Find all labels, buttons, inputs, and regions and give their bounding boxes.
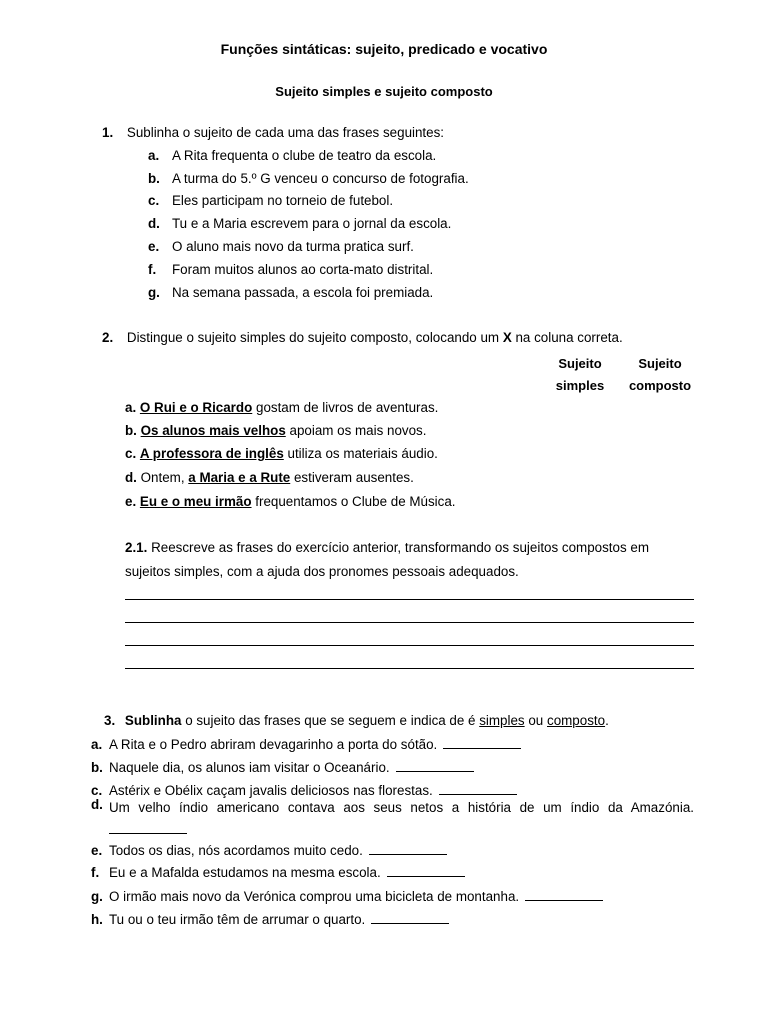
ex3-number: 3. <box>104 713 116 728</box>
item-predicate: gostam de livros de aventuras. <box>256 400 439 415</box>
list-item <box>91 842 447 858</box>
item-subject: a Maria e a Rute <box>188 470 291 485</box>
item-label: g. <box>91 889 103 904</box>
item-predicate: estiveram ausentes. <box>293 470 414 485</box>
item-text: O aluno mais novo da turma pratica surf. <box>172 239 414 254</box>
item-text: Tu ou o teu irmão têm de arrumar o quarto. <box>109 912 366 927</box>
answer-blank[interactable] <box>371 911 449 924</box>
item-label: g. <box>148 285 160 300</box>
answer-blank[interactable] <box>387 864 465 877</box>
item-label: c. <box>148 193 160 208</box>
answer-line[interactable] <box>125 645 694 646</box>
ex2-instruction-mark: X <box>502 330 512 345</box>
item-label: d. <box>148 216 160 231</box>
list-item <box>125 470 414 485</box>
col-header-line: composto <box>628 378 692 393</box>
item-text: A turma do 5.º G venceu o concurso de fotografia. <box>172 171 469 186</box>
answer-blank[interactable] <box>369 842 447 855</box>
list-item <box>148 216 451 231</box>
list-item <box>125 400 438 415</box>
ex1-number: 1. <box>102 125 114 140</box>
list-item <box>91 888 603 904</box>
item-text: O irmão mais novo da Verónica comprou uma bicicleta de montanha. <box>109 889 520 904</box>
item-pre: Ontem, <box>140 470 185 485</box>
list-item <box>148 239 414 254</box>
ex2-1-number: 2.1. <box>125 540 148 555</box>
ex3-instruction-bold: Sublinha <box>124 713 182 728</box>
item-predicate: frequentamos o Clube de Música. <box>255 494 456 509</box>
ex3-instruction-end: . <box>605 713 609 728</box>
list-item <box>148 171 469 186</box>
list-item <box>91 864 465 880</box>
list-item <box>125 423 426 438</box>
ex2-1-line1 <box>125 540 649 555</box>
ex2-instruction-post: na coluna correta. <box>515 330 623 345</box>
ex3-heading <box>104 713 609 728</box>
col-header-line: Sujeito <box>558 356 602 371</box>
ex3-word-simples: simples <box>479 713 525 728</box>
item-label: c. <box>125 446 137 461</box>
item-predicate: utiliza os materiais áudio. <box>287 446 438 461</box>
item-text: Foram muitos alunos ao corta-mato distrital. <box>172 262 434 277</box>
ex1-heading <box>102 125 444 140</box>
list-item <box>91 911 449 927</box>
answer-line[interactable] <box>125 668 694 669</box>
list-item <box>91 759 474 775</box>
page-title: Funções sintáticas: sujeito, predicado e vocativo <box>220 41 548 57</box>
list-item <box>148 148 436 163</box>
list-item <box>148 193 393 208</box>
col-header-line: simples <box>555 378 605 393</box>
item-label: d. <box>91 797 103 812</box>
section-subtitle: Sujeito simples e sujeito composto <box>275 84 493 99</box>
list-item <box>91 797 694 841</box>
item-subject: A professora de inglês <box>139 446 284 461</box>
ex3-word-ou: ou <box>528 713 544 728</box>
col-header-composto <box>622 353 698 397</box>
item-text: Eles participam no torneio de futebol. <box>172 193 394 208</box>
answer-blank[interactable] <box>439 782 517 795</box>
item-predicate: apoiam os mais novos. <box>289 423 427 438</box>
item-label: b. <box>91 760 103 775</box>
ex2-1-instruction: Reescreve as frases do exercício anterior, transformando os sujeitos compostos em <box>151 540 649 555</box>
answer-line[interactable] <box>125 622 694 623</box>
ex2-heading <box>102 330 623 345</box>
list-item <box>148 285 433 300</box>
item-subject: Os alunos mais velhos <box>140 423 286 438</box>
item-label: a. <box>148 148 160 163</box>
ex1-instruction: Sublinha o sujeito de cada uma das frases seguintes: <box>126 125 445 140</box>
item-text: Astérix e Obélix caçam javalis deliciosos nas florestas. <box>109 783 433 798</box>
item-label: b. <box>125 423 137 438</box>
item-subject: Eu e o meu irmão <box>139 494 252 509</box>
list-item <box>91 782 517 798</box>
item-text: Naquele dia, os alunos iam visitar o Oceanário. <box>109 760 390 775</box>
answer-blank[interactable] <box>396 759 474 772</box>
list-item <box>148 262 433 277</box>
col-header-line: Sujeito <box>638 356 682 371</box>
answer-blank[interactable] <box>443 736 521 749</box>
item-label: h. <box>91 912 103 927</box>
answer-line[interactable] <box>125 599 694 600</box>
item-label: a. <box>125 400 137 415</box>
ex3-instruction-mid: o sujeito das frases que se seguem e indica de é <box>185 713 476 728</box>
item-text: Eu e a Mafalda estudamos na mesma escola. <box>109 865 381 880</box>
answer-blank[interactable] <box>525 888 603 901</box>
ex2-instruction-pre: Distingue o sujeito simples do sujeito composto, colocando um <box>126 330 500 345</box>
list-item <box>125 494 456 509</box>
item-label: e. <box>125 494 137 509</box>
ex2-number: 2. <box>102 330 114 345</box>
list-item <box>125 446 438 461</box>
item-label: f. <box>91 865 100 880</box>
item-subject: O Rui e o Ricardo <box>139 400 253 415</box>
item-text: A Rita frequenta o clube de teatro da escola. <box>172 148 437 163</box>
col-header-simples <box>548 353 612 397</box>
ex3-word-composto: composto <box>547 713 606 728</box>
list-item <box>91 736 521 752</box>
item-label: c. <box>91 783 103 798</box>
item-label: e. <box>91 843 103 858</box>
item-label: b. <box>148 171 160 186</box>
item-text: Tu e a Maria escrevem para o jornal da escola. <box>172 216 452 231</box>
item-text: Todos os dias, nós acordamos muito cedo. <box>109 843 363 858</box>
ex2-1-line2: sujeitos simples, com a ajuda dos pronomes pessoais adequados. <box>125 564 519 579</box>
item-label: f. <box>148 262 157 277</box>
answer-blank[interactable] <box>109 821 187 834</box>
item-label: d. <box>125 470 137 485</box>
item-label: a. <box>91 737 103 752</box>
item-text: A Rita e o Pedro abriram devagarinho a porta do sótão. <box>109 737 438 752</box>
item-text: Um velho índio americano contava aos seus netos a história de um índio da Amazónia. <box>109 800 694 815</box>
item-text: Na semana passada, a escola foi premiada. <box>172 285 434 300</box>
item-label: e. <box>148 239 160 254</box>
